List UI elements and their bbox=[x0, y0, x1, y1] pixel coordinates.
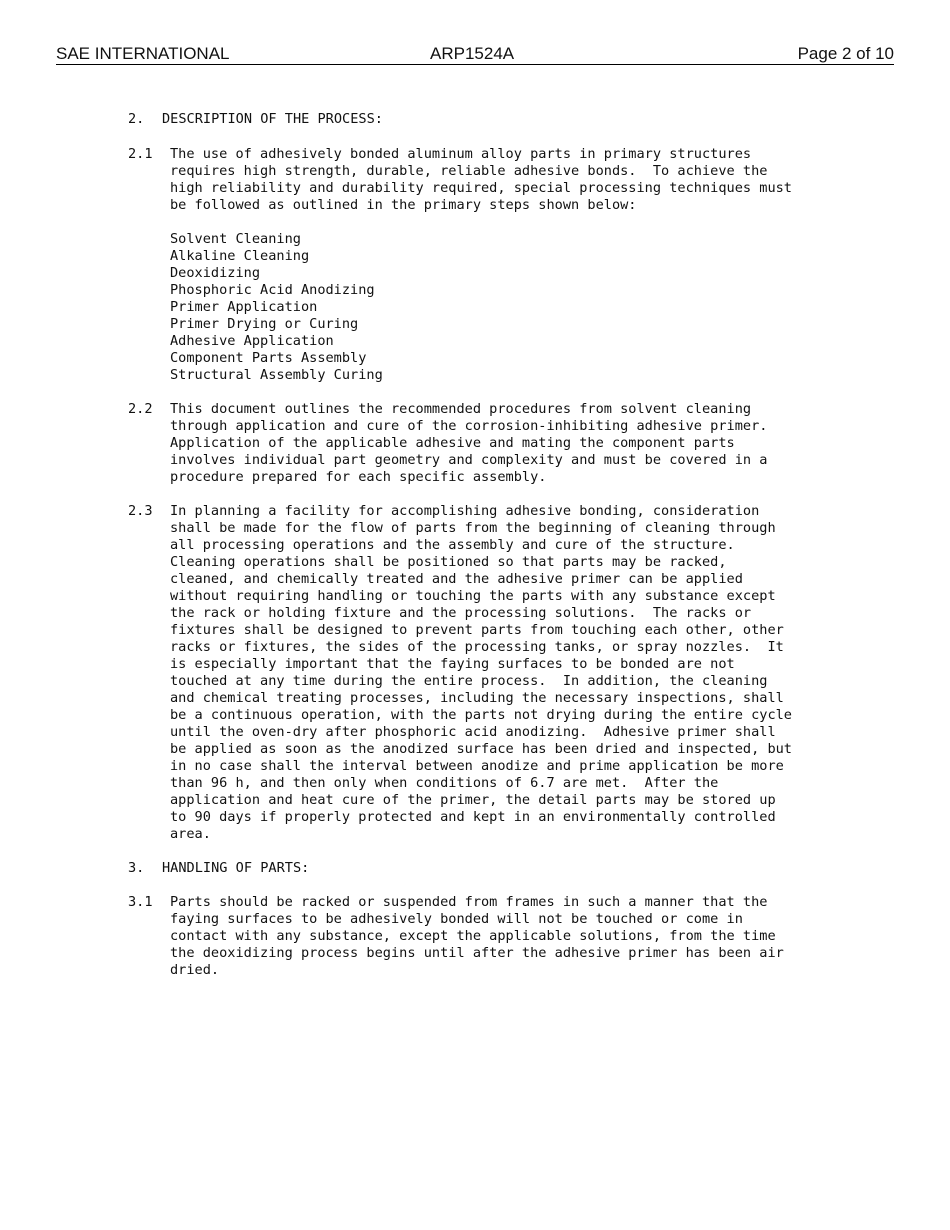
paragraph-line: faying surfaces to be adhesively bonded will not be touched or come in bbox=[170, 911, 743, 927]
paragraph-line: dried. bbox=[170, 962, 220, 978]
paragraph-line: than 96 h, and then only when conditions of 6.7 are met. After the bbox=[170, 775, 719, 791]
paragraph-line: contact with any substance, except the applicable solutions, from the time bbox=[170, 928, 776, 944]
paragraph-number: 2.1 bbox=[128, 146, 153, 162]
paragraph-line: until the oven-dry after phosphoric acid anodizing. Adhesive primer shall bbox=[170, 724, 776, 740]
section-number: 2. bbox=[128, 111, 145, 127]
paragraph-line: The use of adhesively bonded aluminum alloy parts in primary structures bbox=[170, 146, 752, 162]
process-step: Deoxidizing bbox=[170, 265, 261, 281]
paragraph-line: area. bbox=[170, 826, 211, 842]
paragraph-line: is especially important that the faying surfaces to be bonded are not bbox=[170, 656, 735, 672]
paragraph-line: through application and cure of the corrosion-inhibiting adhesive primer. bbox=[170, 418, 768, 434]
paragraph-line: all processing operations and the assembly and cure of the structure. bbox=[170, 537, 735, 553]
section-number: 3. bbox=[128, 860, 145, 876]
paragraph-line: Application of the applicable adhesive and mating the component parts bbox=[170, 435, 735, 451]
paragraph-line: high reliability and durability required, special processing techniques must bbox=[170, 180, 792, 196]
paragraph-line: the deoxidizing process begins until after the adhesive primer has been air bbox=[170, 945, 784, 961]
paragraph-line: in no case shall the interval between anodize and prime application be more bbox=[170, 758, 784, 774]
paragraph-line: and chemical treating processes, including the necessary inspections, shall bbox=[170, 690, 784, 706]
process-step: Component Parts Assembly bbox=[170, 350, 367, 366]
process-step: Structural Assembly Curing bbox=[170, 367, 383, 383]
paragraph-line: In planning a facility for accomplishing adhesive bonding, consideration bbox=[170, 503, 760, 519]
paragraph-line: Cleaning operations shall be positioned so that parts may be racked, bbox=[170, 554, 727, 570]
paragraph-number: 2.3 bbox=[128, 503, 153, 519]
paragraph-line: application and heat cure of the primer, the detail parts may be stored up bbox=[170, 792, 776, 808]
paragraph-line: be applied as soon as the anodized surface has been dried and inspected, but bbox=[170, 741, 792, 757]
process-step: Primer Drying or Curing bbox=[170, 316, 359, 332]
page-header bbox=[56, 44, 894, 65]
paragraph-line: without requiring handling or touching the parts with any substance except bbox=[170, 588, 776, 604]
paragraph-line: to 90 days if properly protected and kept in an environmentally controlled bbox=[170, 809, 776, 825]
process-step: Adhesive Application bbox=[170, 333, 334, 349]
paragraph-line: fixtures shall be designed to prevent parts from touching each other, other bbox=[170, 622, 784, 638]
paragraph-line: cleaned, and chemically treated and the adhesive primer can be applied bbox=[170, 571, 743, 587]
paragraph-line: shall be made for the flow of parts from the beginning of cleaning through bbox=[170, 520, 776, 536]
paragraph-line: involves individual part geometry and complexity and must be covered in a bbox=[170, 452, 768, 468]
paragraph-line: touched at any time during the entire process. In addition, the cleaning bbox=[170, 673, 768, 689]
section-heading: DESCRIPTION OF THE PROCESS: bbox=[162, 111, 383, 127]
paragraph-line: requires high strength, durable, reliable adhesive bonds. To achieve the bbox=[170, 163, 768, 179]
paragraph-number: 2.2 bbox=[128, 401, 153, 417]
section-heading: HANDLING OF PARTS: bbox=[162, 860, 310, 876]
process-step: Solvent Cleaning bbox=[170, 231, 301, 247]
process-step: Alkaline Cleaning bbox=[170, 248, 310, 264]
paragraph-line: Parts should be racked or suspended from frames in such a manner that the bbox=[170, 894, 768, 910]
paragraph-line: the rack or holding fixture and the processing solutions. The racks or bbox=[170, 605, 752, 621]
process-step: Phosphoric Acid Anodizing bbox=[170, 282, 375, 298]
paragraph-number: 3.1 bbox=[128, 894, 153, 910]
header-page-number: Page 2 of 10 bbox=[797, 44, 894, 63]
paragraph-line: racks or fixtures, the sides of the processing tanks, or spray nozzles. It bbox=[170, 639, 784, 655]
header-document-id: ARP1524A bbox=[430, 44, 515, 63]
paragraph-line: procedure prepared for each specific assembly. bbox=[170, 469, 547, 485]
paragraph-line: This document outlines the recommended procedures from solvent cleaning bbox=[170, 401, 752, 417]
process-step: Primer Application bbox=[170, 299, 318, 315]
paragraph-line: be followed as outlined in the primary steps shown below: bbox=[170, 197, 637, 213]
header-organization: SAE INTERNATIONAL bbox=[56, 44, 230, 63]
paragraph-line: be a continuous operation, with the parts not drying during the entire cycle bbox=[170, 707, 792, 723]
